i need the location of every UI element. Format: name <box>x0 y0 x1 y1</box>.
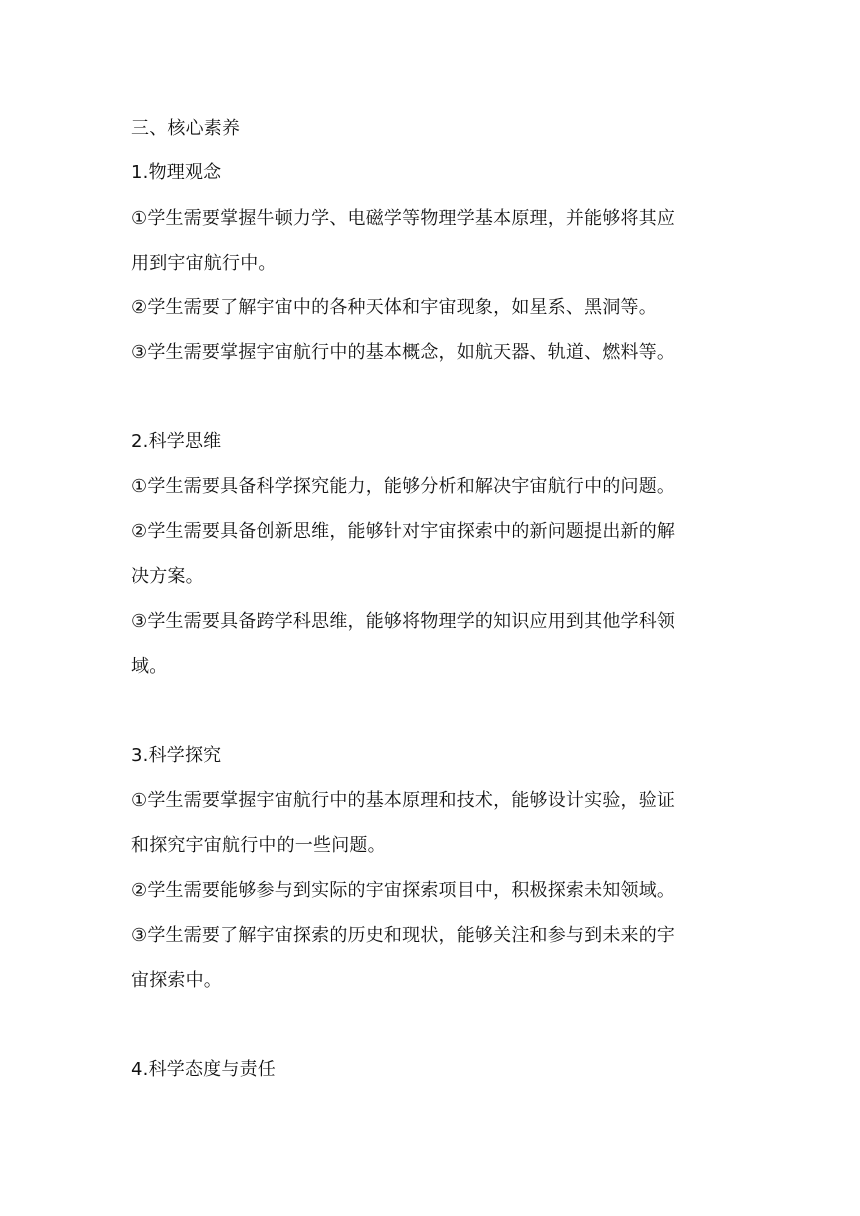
paragraph-line: ①学生需要掌握宇宙航行中的基本原理和技术，能够设计实验，验证 <box>131 790 676 811</box>
paragraph-line: ③学生需要了解宇宙探索的历史和现状，能够关注和参与到未来的宇 <box>131 925 676 946</box>
subsection-heading-3: 3.科学探究 <box>131 745 222 766</box>
paragraph-line: ①学生需要具备科学探究能力，能够分析和解决宇宙航行中的问题。 <box>131 476 676 497</box>
paragraph-line: ③学生需要具备跨学科思维，能够将物理学的知识应用到其他学科领 <box>131 611 676 632</box>
paragraph-line: ②学生需要具备创新思维，能够针对宇宙探索中的新问题提出新的解 <box>131 521 676 542</box>
subsection-heading-4: 4.科学态度与责任 <box>131 1059 276 1080</box>
paragraph-line: ③学生需要掌握宇宙航行中的基本概念，如航天器、轨道、燃料等。 <box>131 342 676 363</box>
paragraph-line: ②学生需要能够参与到实际的宇宙探索项目中，积极探索未知领域。 <box>131 880 676 901</box>
paragraph-line: 宙探索中。 <box>131 970 222 991</box>
paragraph-line: 用到宇宙航行中。 <box>131 253 277 274</box>
paragraph-line: 和探究宇宙航行中的一些问题。 <box>131 835 386 856</box>
subsection-heading-2: 2.科学思维 <box>131 431 222 452</box>
paragraph-line: 决方案。 <box>131 566 204 587</box>
paragraph-line: 域。 <box>131 656 168 677</box>
paragraph-line: ①学生需要掌握牛顿力学、电磁学等物理学基本原理，并能够将其应 <box>131 208 676 229</box>
paragraph-line: ②学生需要了解宇宙中的各种天体和宇宙现象，如星系、黑洞等。 <box>131 297 657 318</box>
section-heading: 三、核心素养 <box>131 118 241 139</box>
subsection-heading-1: 1.物理观念 <box>131 162 222 183</box>
